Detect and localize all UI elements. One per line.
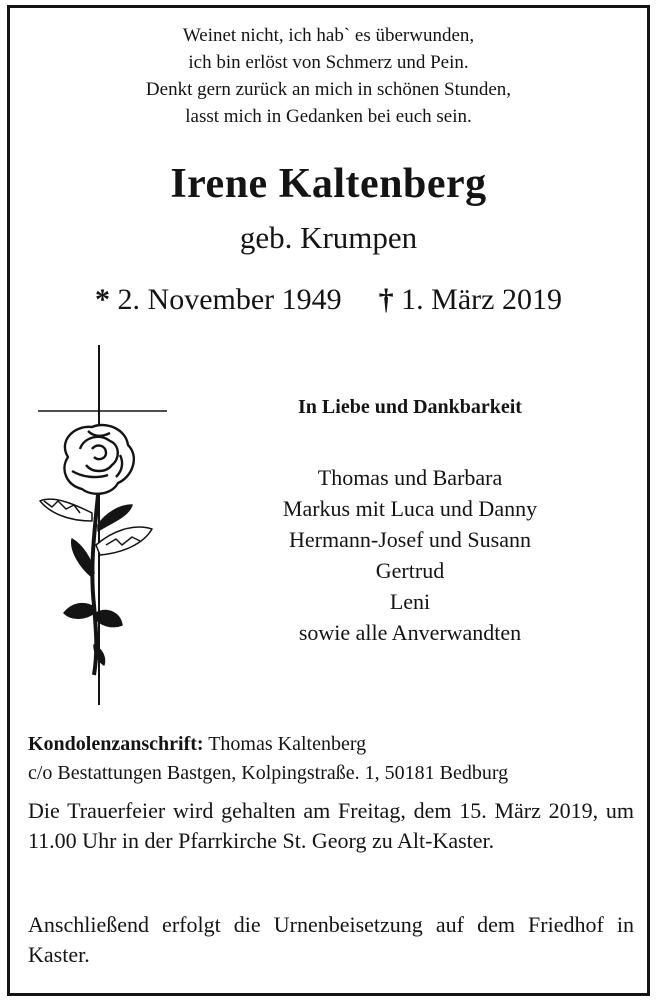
poem [0,22,657,130]
poem-line: ich bin erlöst von Schmerz und Pein. [188,52,469,73]
mourner-line: Hermann-Josef und Susann [289,527,531,552]
mourner-line: Thomas und Barbara [317,465,503,490]
birth-date: 2. November 1949 [117,283,342,316]
contact-name: Thomas Kaltenberg [208,733,367,755]
mourner-line: sowie alle Anverwandten [298,620,522,645]
thanks-heading: In Liebe und Dankbarkeit [298,396,522,418]
burial-text: Anschließend erfolgt die Urnenbeisetzung auf dem Friedhof in Kaster. [28,912,634,967]
death-date: 1. März 2019 [401,283,562,316]
mourners-list [190,462,630,648]
maiden-name: geb. Krumpen [239,220,418,255]
life-dates [0,283,657,317]
mourner-line: Markus mit Luca und Danny [282,496,538,521]
poem-line: Denkt gern zurück an mich in schönen Stunden, [145,79,512,100]
mourner-line: Gertrud [375,558,445,583]
contact-address: c/o Bestattungen Bastgen, Kolpingstraße. 1, 50181 Bedburg [28,762,509,784]
ceremony-text: Die Trauerfeier wird gehalten am Freitag, dem 15. März 2019, um 11.00 Uhr in der Pfarrkirche St. Georg zu Alt-Kaster. [28,798,634,853]
cross-with-rose-icon [36,345,176,710]
poem-line: Weinet nicht, ich hab` es überwunden, [182,25,475,46]
death-cross-icon: † [378,283,394,316]
mourner-line: Leni [389,589,431,614]
condolence-address [28,730,638,788]
contact-label: Kondolenzanschrift: [28,733,204,755]
deceased-name: Irene Kaltenberg [170,161,487,207]
poem-line: lasst mich in Gedanken bei euch sein. [185,106,472,127]
birth-star-icon: * [95,283,111,316]
